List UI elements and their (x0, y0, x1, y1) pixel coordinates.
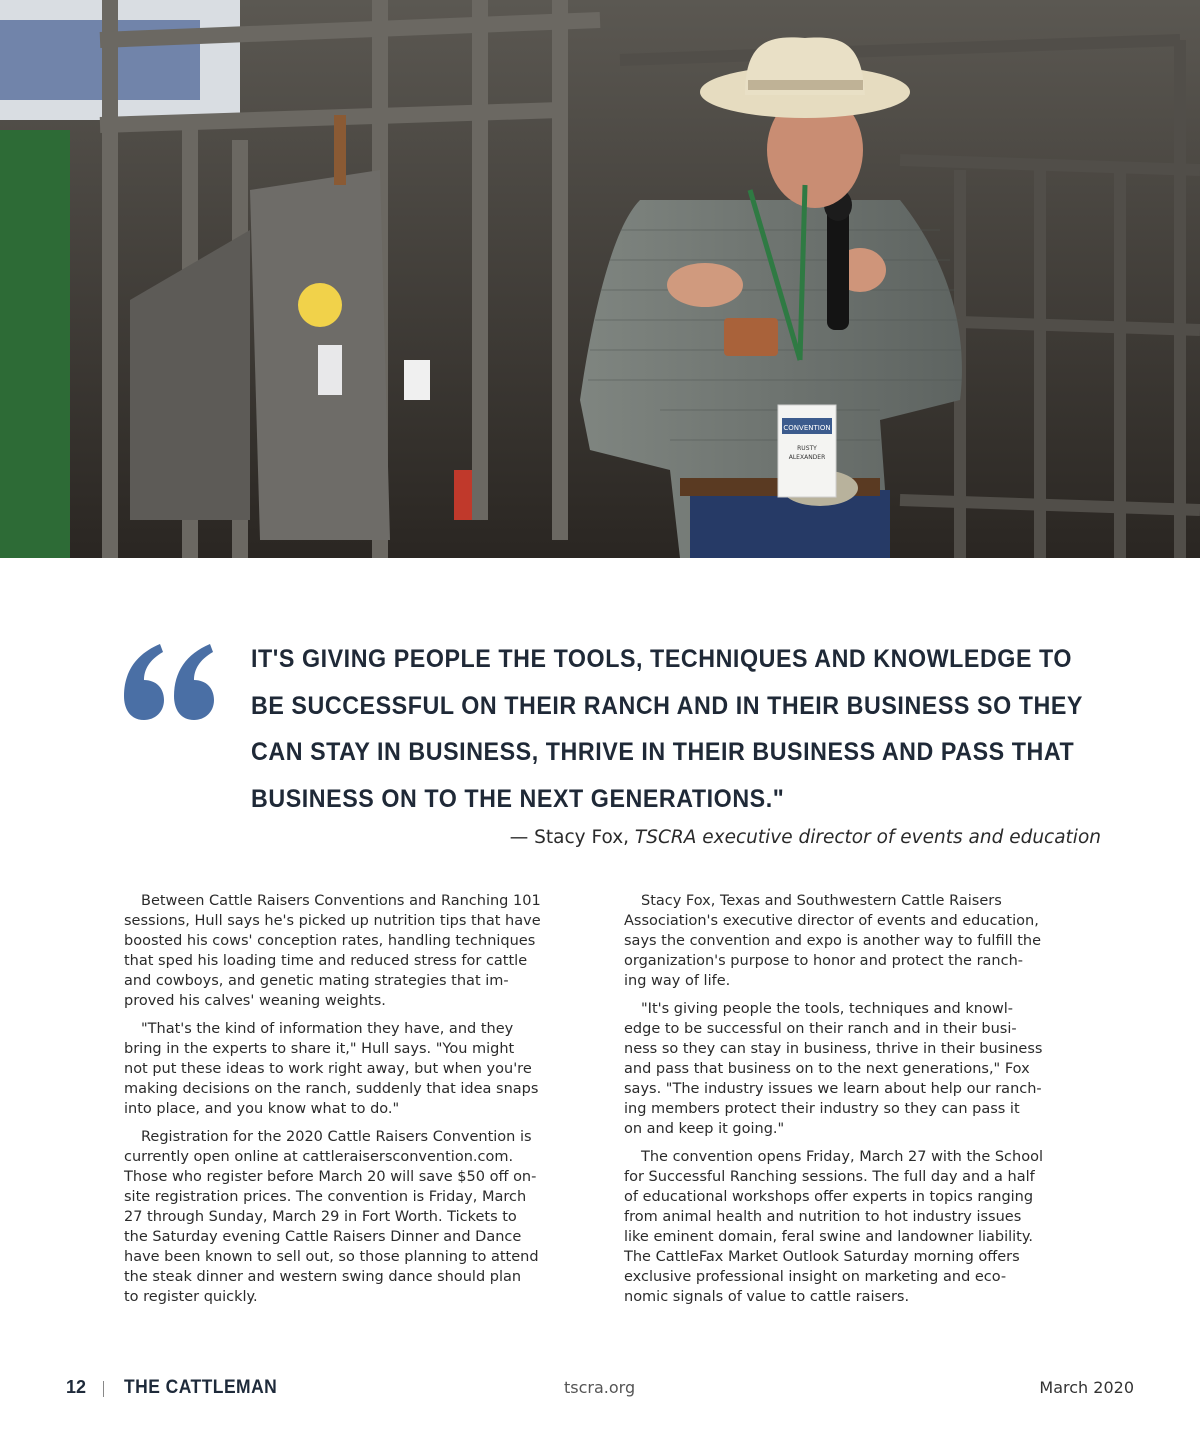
article-line: currently open online at cattleraisersconvention.com. (124, 1149, 514, 1165)
attribution-name: — Stacy Fox, (509, 827, 630, 848)
article-line: 27 through Sunday, March 29 in Fort Worth. Tickets to (124, 1209, 517, 1225)
hero-photo (0, 0, 1200, 558)
pull-quote-line: IT'S GIVING PEOPLE THE TOOLS, TECHNIQUES AND KNOWLEDGE TO (251, 645, 1073, 673)
article-line: the steak dinner and western swing dance should plan (124, 1269, 522, 1285)
article-line: Stacy Fox, Texas and Southwestern Cattle Raisers (641, 893, 1002, 909)
badge-lastname-text: ALEXANDER (788, 454, 826, 461)
article-line: of educational workshops offer experts in topics ranging (624, 1189, 1034, 1205)
article-line: the Saturday evening Cattle Raisers Dinner and Dance (124, 1229, 522, 1245)
quote-attribution (510, 827, 1101, 848)
pull-quote-line: BUSINESS ON TO THE NEXT GENERATIONS." (251, 784, 785, 813)
article-line: organization's purpose to honor and protect the ranch- (624, 953, 1023, 969)
website-link[interactable]: tscra.org (564, 1378, 636, 1397)
article-line: and cowboys, and genetic mating strategies that im- (124, 973, 509, 989)
article-line: into place, and you know what to do." (124, 1101, 400, 1117)
article-line: nomic signals of value to cattle raisers. (624, 1289, 910, 1305)
badge-convention-text: CONVENTION (783, 424, 831, 432)
article-line: like eminent domain, feral swine and landowner liability. (624, 1229, 1033, 1245)
article-line: Association's executive director of events and education, (624, 913, 1039, 929)
article-paragraph (124, 1127, 602, 1307)
pull-quote (251, 636, 1081, 822)
article-paragraph (124, 891, 602, 1011)
article-paragraph (624, 891, 1102, 991)
article-line: ness so they can stay in business, thrive in their business (624, 1041, 1043, 1057)
article-line: for Successful Ranching sessions. The full day and a half (624, 1169, 1035, 1185)
pull-quote-line: BE SUCCESSFUL ON THEIR RANCH AND IN THEIR BUSINESS SO THEY (251, 691, 1083, 720)
article-line: The convention opens Friday, March 27 with the School (641, 1149, 1043, 1165)
article-paragraph (124, 1019, 602, 1119)
quote-mark-icon (116, 624, 226, 734)
article-paragraph (624, 1147, 1102, 1307)
article-line: ing way of life. (624, 973, 731, 989)
article-line: have been known to sell out, so those planning to attend (124, 1249, 539, 1265)
article-line: Between Cattle Raisers Conventions and Ranching 101 (141, 893, 541, 909)
article-line: site registration prices. The convention is Friday, March (124, 1189, 527, 1205)
article-line: not put these ideas to work right away, but when you're (124, 1061, 532, 1077)
issue-date: March 2020 (1039, 1378, 1134, 1397)
footer-divider (103, 1381, 104, 1397)
attribution-title: TSCRA executive director of events and education (634, 827, 1101, 848)
article-line: on and keep it going." (624, 1121, 785, 1137)
article-line: Registration for the 2020 Cattle Raisers Convention is (141, 1129, 532, 1145)
article-line: that sped his loading time and reduced stress for cattle (124, 953, 528, 969)
page-number: 12 (66, 1377, 87, 1397)
publication-name: THE CATTLEMAN (124, 1377, 278, 1398)
article-line: edge to be successful on their ranch and in their busi- (624, 1021, 1017, 1037)
article-line: "It's giving people the tools, techniques and knowl- (641, 1001, 1013, 1017)
article-line: says the convention and expo is another way to fulfill the (624, 933, 1042, 949)
pull-quote-line: CAN STAY IN BUSINESS, THRIVE IN THEIR BUSINESS AND PASS THAT (251, 738, 1075, 766)
article-line: bring in the experts to share it," Hull says. "You might (124, 1041, 515, 1057)
article-line: from animal health and nutrition to hot industry issues (624, 1209, 1022, 1225)
article-line: The CattleFax Market Outlook Saturday morning offers (624, 1249, 1020, 1265)
article-column-right (624, 891, 1102, 1315)
article-line: "That's the kind of information they have, and they (141, 1021, 514, 1037)
article-line: and pass that business on to the next generations," Fox (624, 1061, 1030, 1077)
article-line: ing members protect their industry so they can pass it (624, 1101, 1020, 1117)
page-footer (0, 1375, 1200, 1405)
article-line: making decisions on the ranch, suddenly that idea snaps (124, 1081, 539, 1097)
article-column-left (124, 891, 602, 1315)
article-line: says. "The industry issues we learn about help our ranch- (624, 1081, 1042, 1097)
photo-illustration (0, 0, 1200, 558)
article-line: boosted his cows' conception rates, handling techniques (124, 933, 536, 949)
article-line: Those who register before March 20 will save $50 off on- (124, 1169, 537, 1185)
badge-firstname-text: RUSTY (797, 445, 817, 452)
article-line: sessions, Hull says he's picked up nutrition tips that have (124, 913, 541, 929)
article-paragraph (624, 999, 1102, 1139)
article-line: proved his calves' weaning weights. (124, 993, 386, 1009)
article-line: exclusive professional insight on marketing and eco- (624, 1269, 1007, 1285)
article-line: to register quickly. (124, 1289, 258, 1305)
